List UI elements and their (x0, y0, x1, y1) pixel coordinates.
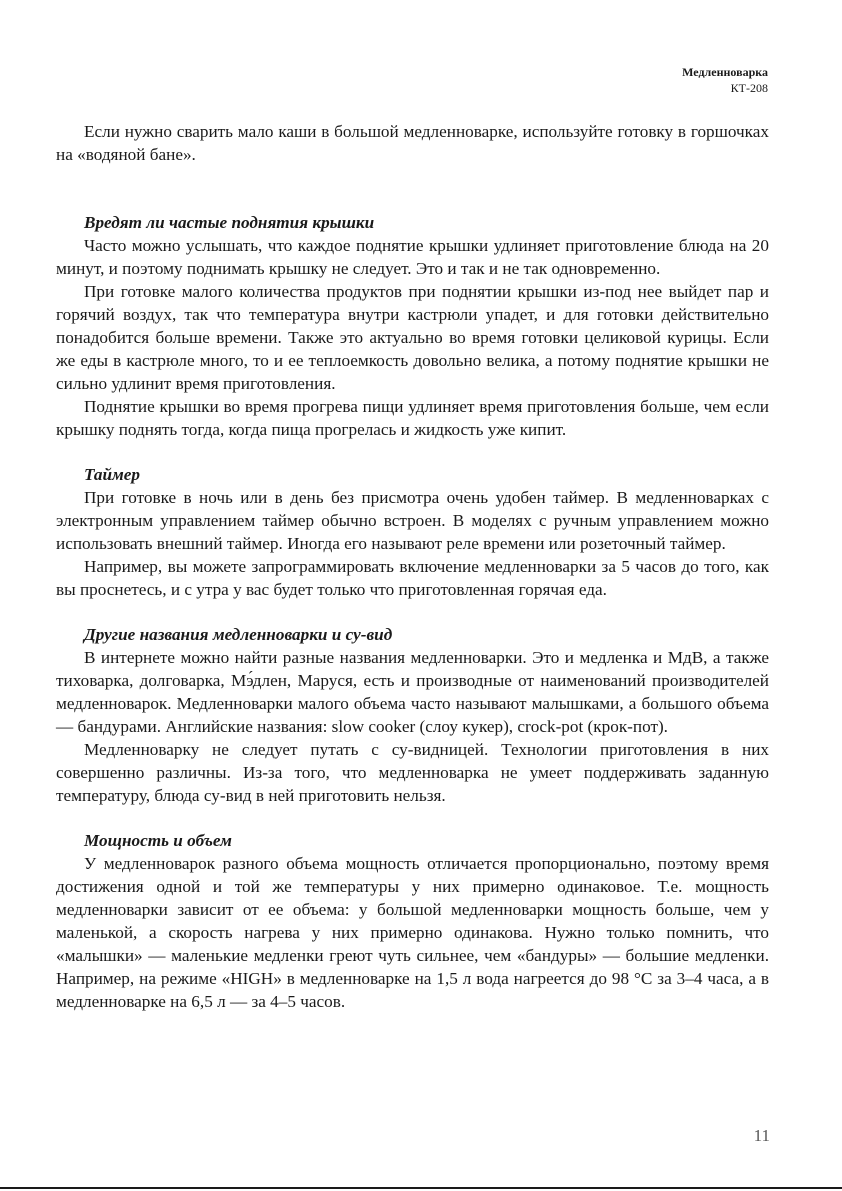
header-model: КТ-208 (730, 81, 768, 95)
section-timer-paragraph-1: При готовке в ночь или в день без присмотра очень удобен таймер. В медленноварках с электронным управлением таймер обычно встроен. В моделях с ручным управлением можно использовать внешний таймер. Иногда его называют реле времени или розеточный таймер. (56, 488, 769, 553)
section-lid-paragraph-3: Поднятие крышки во время прогрева пищи удлиняет время приготовления больше, чем если крышку поднять тогда, когда пища прогрелась и жидкость уже кипит. (56, 397, 769, 439)
section-lid-paragraph-1: Часто можно услышать, что каждое поднятие крышки удлиняет приготовление блюда на 20 минут, и поэтому поднимать крышку не следует. Это и так и не так одновременно. (56, 236, 769, 278)
header-title: Медленноварка (682, 65, 768, 79)
bottom-rule (0, 1187, 842, 1189)
page-content (56, 120, 769, 1013)
section-names-paragraph-1: В интернете можно найти разные названия медленноварки. Это и медленка и МдВ, а также тиховарка, долговарка, Мэ́длен, Маруся, есть и производные от наименований производителей медленноварок. Медленноварки малого объема часто называют малышками, а большого объема — бандурами. Английские названия: slow cooker (слоу кукер), crock-pot (крок-пот). (56, 648, 769, 736)
page-header (682, 64, 768, 96)
page-number: 11 (753, 1126, 770, 1145)
section-lid-paragraph-2: При готовке малого количества продуктов при поднятии крышки из-под нее выйдет пар и горячий воздух, так что температура внутри кастрюли упадет, и для готовки действительно понадобится больше времени. Также это актуально во время готовки целиковой курицы. Если же еды в кастрюле много, то и ее теплоемкость довольно велика, а потому поднятие крышки не сильно удлинит время приготовления. (56, 282, 769, 393)
section-heading-names: Другие названия медленноварки и су-вид (84, 625, 393, 644)
section-power-paragraph-1: У медленноварок разного объема мощность отличается пропорционально, поэтому время достижения одной и той же температуры у них примерно одинаковое. Т.е. мощность медленноварки зависит от ее объема: у большой медленноварки мощность больше, чем у маленькой, а скорость нагрева у них примерно одинакова. Нужно только помнить, что «малышки» — маленькие медленки греют чуть сильнее, чем «бандуры» — большие медленки. Например, на режиме «HIGH» в медленноварке на 1,5 л вода нагреется до 98 °C за 3–4 часа, а в медленноварке на 6,5 л — за 4–5 часов. (56, 854, 769, 1011)
section-timer-paragraph-2: Например, вы можете запрограммировать включение медленноварки за 5 часов до того, как вы проснетесь, и с утра у вас будет только что приготовленная горячая еда. (56, 557, 769, 599)
intro-paragraph: Если нужно сварить мало каши в большой медленноварке, используйте готовку в горшочках на «водяной бане». (56, 122, 769, 164)
section-heading-lid: Вредят ли частые поднятия крышки (84, 213, 375, 232)
section-names-paragraph-2: Медленноварку не следует путать с су-видницей. Технологии приготовления в них совершенно различны. Из-за того, что медленноварка не умеет поддерживать заданную температуру, блюда су-вид в ней приготовить нельзя. (56, 740, 769, 805)
section-heading-timer: Таймер (84, 465, 141, 484)
section-heading-power: Мощность и объем (84, 831, 232, 850)
